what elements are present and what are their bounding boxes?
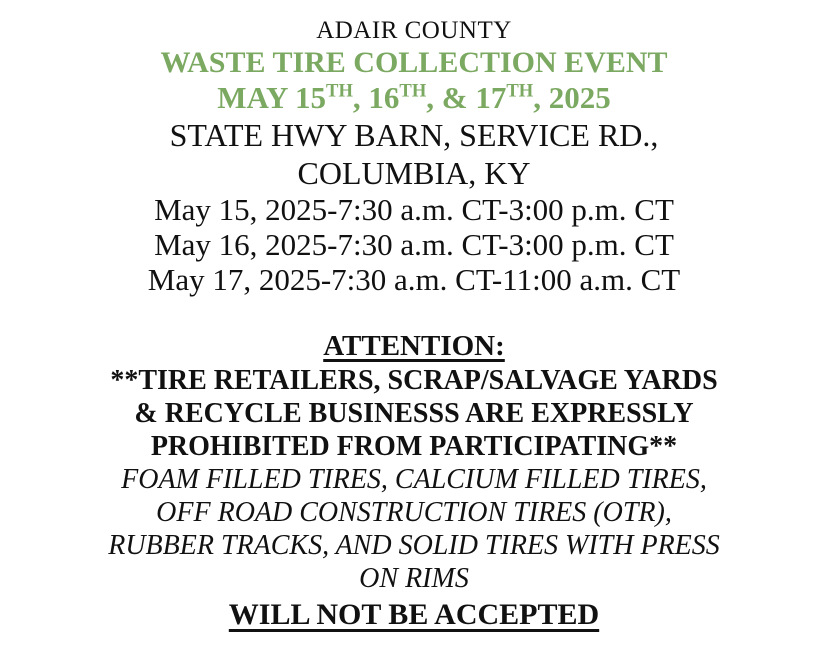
excluded-items-line-4: ON RIMS xyxy=(359,563,469,594)
event-dates-segment: MAY 15 xyxy=(217,80,327,115)
prohibited-line-3: PROHIBITED FROM PARTICIPATING** xyxy=(150,431,678,462)
county-title: ADAIR COUNTY xyxy=(316,17,512,44)
ordinal-suffix: TH xyxy=(399,80,427,102)
attention-heading: ATTENTION: xyxy=(323,330,505,362)
schedule-line-1: May 15, 2025-7:30 a.m. CT-3:00 p.m. CT xyxy=(154,192,674,227)
event-title: WASTE TIRE COLLECTION EVENT xyxy=(160,46,668,79)
event-dates-segment: , 2025 xyxy=(533,80,611,115)
schedule-line-3: May 17, 2025-7:30 a.m. CT-11:00 a.m. CT xyxy=(147,262,681,297)
ordinal-suffix: TH xyxy=(326,80,353,102)
location-line-2: COLUMBIA, KY xyxy=(297,155,531,191)
excluded-items-line-2: OFF ROAD CONSTRUCTION TIRES (OTR), xyxy=(156,497,672,528)
excluded-items-line-1: FOAM FILLED TIRES, CALCIUM FILLED TIRES, xyxy=(121,464,707,495)
event-dates xyxy=(0,80,828,116)
ordinal-suffix: TH xyxy=(506,80,534,102)
event-dates-segment: , 16 xyxy=(352,80,400,115)
not-accepted-heading: WILL NOT BE ACCEPTED xyxy=(228,598,600,631)
prohibited-line-1: **TIRE RETAILERS, SCRAP/SALVAGE YARDS xyxy=(110,365,718,396)
event-dates-segment: , & 17 xyxy=(426,80,507,115)
location-line-1: STATE HWY BARN, SERVICE RD., xyxy=(169,117,659,153)
excluded-items-line-3: RUBBER TRACKS, AND SOLID TIRES WITH PRESS xyxy=(108,530,720,561)
prohibited-line-2: & RECYCLE BUSINESSS ARE EXPRESSLY xyxy=(134,398,694,429)
vertical-spacer xyxy=(0,297,828,329)
schedule-line-2: May 16, 2025-7:30 a.m. CT-3:00 p.m. CT xyxy=(154,227,674,262)
